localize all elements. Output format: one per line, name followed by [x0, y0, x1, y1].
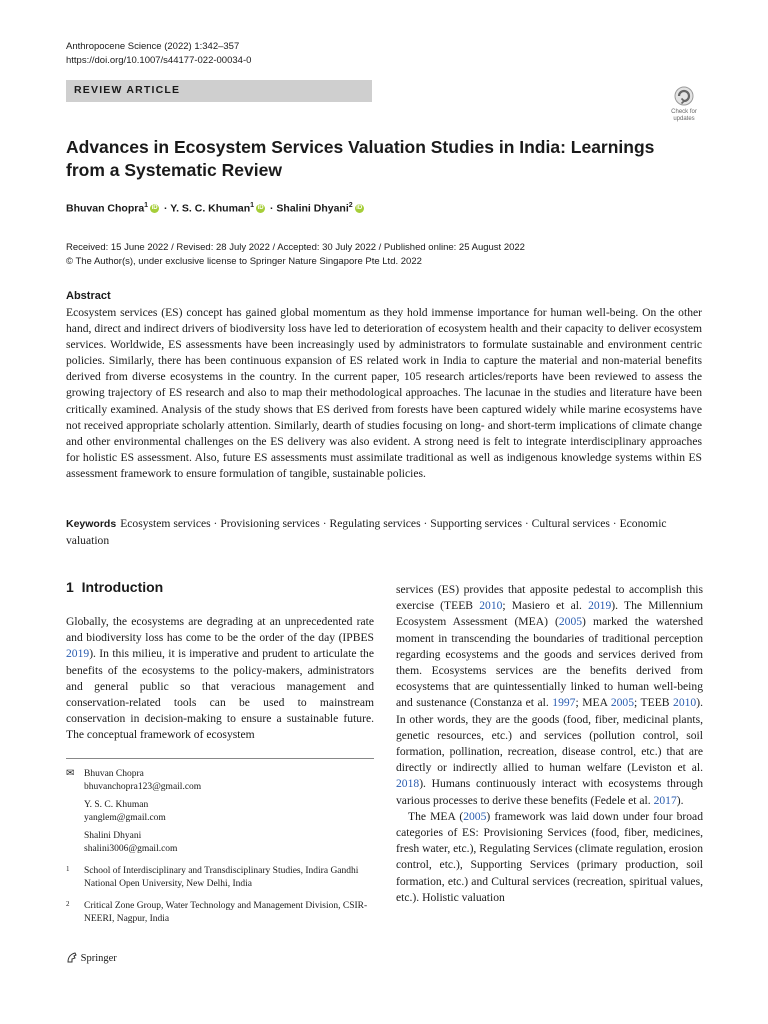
- citation-link[interactable]: 2005: [558, 615, 583, 629]
- publication-dates: [66, 241, 525, 269]
- author-separator: ·: [164, 202, 168, 215]
- author-separator: ·: [270, 202, 274, 215]
- paragraph: [396, 582, 703, 809]
- article-type-label: REVIEW ARTICLE: [74, 84, 181, 96]
- footnote-divider: [66, 758, 374, 759]
- citation-link[interactable]: 2017: [653, 793, 677, 807]
- affiliation-ref: 1: [250, 202, 255, 209]
- citation-link[interactable]: 2010: [479, 599, 503, 613]
- citation-link[interactable]: 2018: [396, 777, 420, 791]
- section-number: 1: [66, 579, 74, 595]
- abstract-heading: Abstract: [66, 290, 111, 302]
- section-heading: [66, 579, 163, 595]
- article-title: Advances in Ecosystem Services Valuation Studies in India: Learnings from a Systematic Review: [66, 137, 655, 180]
- corr-author-name: Bhuvan Chopra: [84, 769, 144, 779]
- citation-link[interactable]: 2019: [588, 599, 612, 613]
- check-badge-line1: Check for: [671, 109, 697, 115]
- copyright-line: © The Author(s), under exclusive license to Springer Nature Singapore Pte Ltd. 2022: [66, 256, 422, 267]
- orcid-icon[interactable]: iD: [257, 205, 264, 212]
- citation-link[interactable]: 1997: [552, 696, 576, 710]
- affiliation-ref: 1: [144, 202, 149, 209]
- publisher-name: Springer: [80, 953, 117, 964]
- doi-link[interactable]: https://doi.org/10.1007/s44177-022-00034-0: [66, 55, 252, 66]
- orcid-icon[interactable]: iD: [356, 205, 363, 212]
- text-run: services (ES) provides that apposite pedestal to accomplish this exercise (TEEB: [396, 583, 703, 613]
- author-name[interactable]: Bhuvan Chopra: [66, 202, 145, 215]
- text-run: ). The Millennium Ecosystem Assessment (MEA) (: [396, 599, 703, 629]
- check-badge-line2: updates: [673, 116, 695, 122]
- citation-link[interactable]: 2010: [673, 696, 697, 710]
- citation-link[interactable]: 2005: [463, 809, 487, 823]
- author-name[interactable]: Y. S. C. Khuman: [170, 202, 251, 215]
- text-run: ) marked the watershed moment in transcending the boundaries of traditional perception regarding ecosystems and the goods and services derived from them. Ecosystems services are the benefits derived from ecosystems that are quintessentially linked to human well-being and sustenance (Constanza et al.: [396, 615, 703, 710]
- text-run: ). In this milieu, it is imperative and prudent to articulate the benefits of the ecosystems to the policy-makers, administrators and general public so that veracious management and conservation-related tools can be used to mainstream conservation in decision-making to ensure a sustainable future. The conceptual framework of ecosystem: [66, 647, 374, 742]
- check-for-updates-icon: [664, 84, 704, 124]
- text-run: ). In other words, they are the goods (food, fiber, medicinal plants, genetic resources, etc.) and services (pollution control, soil formation, pollination, recreation, disease control, etc.) that are directly or indirectly allied to human welfare (Leviston et al.: [396, 696, 703, 775]
- text-run: ; TEEB: [634, 696, 674, 710]
- author-name[interactable]: Shalini Dhyani: [276, 202, 349, 215]
- text-run: ).: [676, 793, 684, 807]
- affiliation-number: 2: [66, 900, 70, 908]
- affiliation: [66, 900, 374, 925]
- orcid-icon[interactable]: iD: [151, 205, 158, 212]
- journal-citation: Anthropocene Science (2022) 1:342–357: [66, 41, 240, 52]
- affiliation: [66, 865, 374, 890]
- abstract-text: Ecosystem services (ES) concept has gained global momentum as they hold immense importance for human well-being. On the other hand, direct and indirect drivers of biodiversity loss have led to deterioration of ecosystem health and their capacity to deliver ecosystem services. Worldwide, ES assessments have been increasingly used by administrators to formulate sustainable and environment centric policies. Similarly, there has been continuous expansion of ES related work in India to capture the material and non-material benefits derived from diverse ecosystems in the country. In the current paper, 105 research articles/reports have been reviewed to assess the growing trajectory of ES research and also to map their methodological approaches. The lacunae in the studies and literature have been critically examined. Analysis of the study shows that ES derived from forests have been captured widely while marine ecosystems have not received appropriate scholarly attention. Similarly, dearth of studies focusing on long- and short-term implications of climate change and other environmental challenges on the ES delivery was also evident. A strong need is felt to integrate interdisciplinary approaches for holistic ES assessment. Also, future ES assessments must assimilate traditional as well as indigenous knowledge systems within ES assessment framework to ensure formulation of tangible, sustainable policies.: [66, 306, 702, 480]
- affiliation-number: 1: [66, 865, 70, 873]
- author-list: [66, 202, 366, 215]
- text-run: ; MEA: [575, 696, 611, 710]
- corr-author-email[interactable]: bhuvanchopra123@gmail.com: [84, 781, 202, 792]
- keywords: [66, 516, 702, 549]
- affiliation-ref: 2: [348, 202, 353, 209]
- paragraph: [396, 809, 703, 906]
- check-for-updates-badge[interactable]: [664, 84, 704, 124]
- keywords-text: Ecosystem services · Provisioning services · Regulating services · Supporting services · Cultural services · Economic valuation: [66, 517, 667, 547]
- text-run: The MEA (: [408, 809, 464, 823]
- citation-link[interactable]: 2019: [66, 647, 90, 661]
- envelope-icon: ✉: [66, 768, 75, 779]
- section-title: Introduction: [81, 579, 164, 595]
- citation-link[interactable]: 2005: [610, 696, 635, 710]
- corr-author-name: Shalini Dhyani: [84, 831, 142, 841]
- correspondence-block: [66, 768, 374, 925]
- corr-author-email[interactable]: yanglem@gmail.com: [84, 812, 166, 823]
- text-run: ; Masiero et al.: [502, 599, 589, 613]
- body-left-column: [66, 614, 374, 744]
- corr-author-name: Y. S. C. Khuman: [84, 800, 149, 810]
- keywords-label: Keywords: [66, 518, 117, 530]
- publisher-logo: [66, 951, 117, 964]
- affiliation-text: School of Interdisciplinary and Transdisciplinary Studies, Indira Gandhi National Open University, New Delhi, India: [84, 866, 359, 889]
- text-run: ). Humans continuously interact with ecosystems through various processes to derive these benefits (Fedele et al.: [396, 777, 703, 807]
- affiliation-text: Critical Zone Group, Water Technology and Management Division, CSIR-NEERI, Nagpur, India: [84, 901, 368, 924]
- springer-horse-icon: [66, 951, 78, 963]
- corr-author-email[interactable]: shalini3006@gmail.com: [84, 843, 178, 854]
- paragraph: [66, 614, 374, 744]
- text-run: Globally, the ecosystems are degrading at an unprecedented rate and biodiversity loss has come to be the order of the day (IPBES: [66, 615, 374, 645]
- text-run: ) framework was laid down under four broad categories of ES: Provisioning Services (food, fiber, medicines, fresh water, etc.), Regulating Services (climate regulation, erosion control, etc.), Supporting Services (primary production, soil formation, etc.) and Cultural services (recreation, spiritual values, etc.). Holistic valuation: [396, 809, 703, 904]
- body-right-column: [396, 582, 703, 906]
- history-dates: Received: 15 June 2022 / Revised: 28 July 2022 / Accepted: 30 July 2022 / Published online: 25 August 2022: [66, 242, 525, 253]
